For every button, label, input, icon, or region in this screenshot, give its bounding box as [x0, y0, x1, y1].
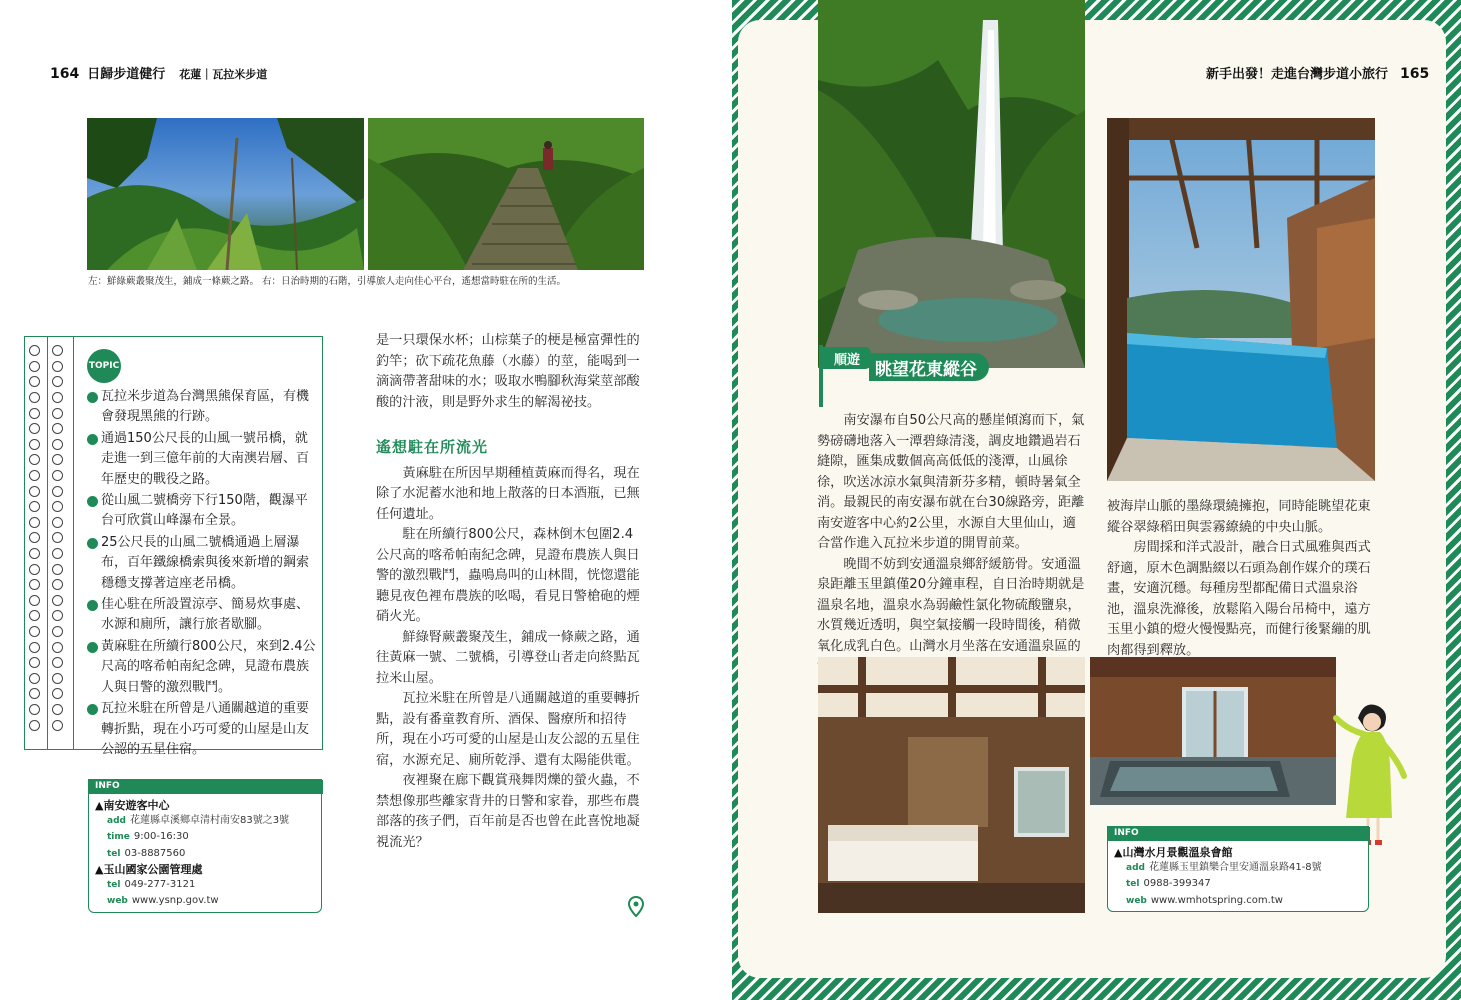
topic-item: 從山風二號橋旁下行150階，觀瀑平台可欣賞山峰瀑布全景。: [87, 491, 319, 532]
topic-item: 通過150公尺長的山風一號吊橋，就走進一到三億年前的大南澳岩層、百年歷史的戰役之路。: [87, 429, 319, 490]
bedroom-photo: [818, 657, 1085, 913]
bullet-icon: [87, 434, 98, 445]
right-page-number: 165: [1400, 66, 1430, 82]
info-address: 花蓮縣卓溪鄉卓清村南安83號之3號: [129, 815, 290, 826]
body-paragraph: 南安瀑布自50公尺高的懸崖傾瀉而下，氣勢磅礴地落入一潭碧綠清淺，調皮地鑽過岩石縫隙，匯集成數個高高低低的淺潭，山風徐徐，吹送冰涼水氣與清新芬多精，頓時暑氣全消。最親民的南安瀑布就在台30線路旁，距離南安遊客中心約2公里，水源自大里仙山，適合當作進入瓦拉米步道的開胃前菜。: [817, 413, 1085, 551]
side-trip-title: 眺望花東縱谷: [869, 353, 989, 381]
left-page-number: 164: [50, 66, 80, 82]
info-phone: 0988-399347: [1143, 878, 1211, 890]
bullet-icon: [87, 600, 98, 611]
middle-article-column: [376, 331, 644, 853]
topic-badge: TOPIC: [87, 349, 121, 383]
body-paragraph: 房間採和洋式設計，融合日式風雅與西式舒適，原木色調點綴以石頭為創作媒介的璞石畫，安適沉穩。每種房型都配備日式溫泉浴池，溫泉洗滌後，放鬆陷入陽台吊椅中，遠方玉里小鎮的燈火慢慢點亮，而健行後緊繃的肌肉都得到釋放。: [1107, 540, 1371, 658]
location-pin-icon: [628, 896, 644, 922]
bullet-icon: [87, 496, 98, 507]
topic-item: 佳心駐在所設置涼亭、簡易炊事處、水源和廁所，讓行旅者歇腳。: [87, 595, 319, 636]
infinity-pool-photo: [1107, 118, 1375, 481]
bullet-icon: [87, 704, 98, 715]
body-paragraph: 被海岸山脈的墨綠環繞擁抱，同時能眺望花東縱谷翠綠稻田與雲霧繚繞的中央山脈。: [1107, 499, 1371, 535]
topic-item: 黃麻駐在所續行800公尺，來到2.4公尺高的喀希帕南紀念碑，見證布農族人與日警的激烈戰鬥。: [87, 637, 319, 698]
body-paragraph: 黃麻駐在所因早期種植黃麻而得名，現在除了水泥蓄水池和地上散落的日本酒瓶，已無任何遺址。: [376, 465, 640, 522]
side-trip-column-2: [1107, 497, 1375, 661]
info-place-name: ▲玉山國家公園管理處: [95, 862, 203, 876]
right-running-head: [1206, 63, 1429, 82]
topic-item: 瓦拉米駐在所曾是八通關越道的重要轉折點，現在小巧可愛的山屋是山友公認的五星住宿。: [87, 699, 319, 760]
article-subheading: 遙想駐在所流光: [376, 438, 489, 456]
body-paragraph: 駐在所續行800公尺，森林倒木包圍2.4公尺高的喀希帕南紀念碑，見證布農族人與日警的激烈戰鬥，蟲鳴鳥叫的山林間，恍惚還能聽見夜色裡布農族的吆喝，看見日警槍砲的煙硝火光。: [376, 527, 640, 624]
side-trip-column-1: [817, 411, 1085, 678]
stone-steps-photo: [368, 118, 644, 270]
topic-notebook: [24, 336, 323, 757]
notebook-margin-line: [73, 337, 74, 749]
body-paragraph: 晚間不妨到安通溫泉鄉舒緩筋骨。安通溫泉距離玉里鎮僅20分鐘車程，自日治時期就是溫泉名地，溫泉水為弱鹼性氯化物硫酸鹽泉，水質幾近透明，與空氣接觸一段時間後，稍微氧化成乳白色。山灣水月坐落在安通溫泉區的: [817, 556, 1085, 654]
info-website[interactable]: www.wmhotspring.com.tw: [1150, 894, 1283, 906]
book-title: 日歸步道健行: [87, 67, 166, 82]
body-paragraph: 夜裡聚在廊下觀賞飛舞閃爍的螢火蟲，不禁想像那些離家背井的日警和家眷，那些布農部落的孩子們，百年前是否也曾在此喜悅地凝視流光？: [376, 773, 640, 850]
private-bath-photo: [1090, 657, 1336, 805]
fern-forest-photo: [87, 118, 364, 270]
topic-list: [87, 387, 319, 761]
notebook-rings: [27, 343, 69, 733]
info-phone: 03-8887560: [124, 847, 186, 859]
info-hours: 9:00-16:30: [133, 831, 189, 843]
topic-item: 瓦拉米步道為台灣黑熊保育區，有機會發現黑熊的行跡。: [87, 387, 319, 428]
bullet-icon: [87, 392, 98, 403]
info-phone: 049-277-3121: [124, 878, 196, 890]
info-place-name: ▲山灣水月景觀溫泉會館: [1114, 846, 1233, 859]
side-trip-tag: 順遊: [823, 347, 871, 369]
info-box-left: INFO ▲南安遊客中心 add 花蓮縣卓溪鄉卓清村南安83號之3號 time 9:00-16:30 tel 03-8887560 ▲玉山國家公園管理處 tel 049-277-3121 web www.ysnp.gov.tw: [88, 779, 322, 913]
info-tab-label: INFO: [1114, 828, 1139, 838]
waterfall-photo: [818, 0, 1085, 368]
left-section-label: 花蓮｜瓦拉米步道: [179, 68, 268, 81]
photo-caption: 左：鮮綠蕨叢聚茂生，鋪成一條蕨之路。 右：日治時期的石階，引導旅人走向佳心平台，遙想當時駐在所的生活。: [88, 276, 567, 287]
body-paragraph: 是一只環保水杯；山棕葉子的梗是極富彈性的釣竿；砍下疏花魚藤（水藤）的莖，能喝到一滴滴帶著甜味的水；吸取水鴨腳秋海棠莖部酸酸的汁液，則是野外求生的解渴祕技。: [376, 333, 640, 410]
info-address: 花蓮縣玉里鎮樂合里安通溫泉路41-8號: [1148, 862, 1322, 873]
body-paragraph: 鮮綠腎蕨叢聚茂生，鋪成一條蕨之路，通往黃麻一號、二號橋，引導登山者走向終點瓦拉米山屋。: [376, 629, 640, 686]
info-website[interactable]: www.ysnp.gov.tw: [131, 895, 219, 907]
info-tab-label: INFO: [95, 781, 120, 791]
right-section-title: 新手出發！走進台灣步道小旅行: [1206, 67, 1389, 82]
info-box-right: INFO ▲山灣水月景觀溫泉會館 add 花蓮縣玉里鎮樂合里安通溫泉路41-8號 tel 0988-399347 web www.wmhotspring.com.tw: [1107, 826, 1369, 912]
body-paragraph: 瓦拉米駐在所曾是八通關越道的重要轉折點，設有番童教育所、酒保、醫療所和招待所，現在小巧可愛的山屋是山友公認的五星住宿，水源充足、廁所乾淨、還有太陽能供電。: [376, 691, 640, 768]
topic-item: 25公尺長的山風二號橋通過上層瀑布，百年鐵線橋索與後來新增的鋼索穩穩支撐著這座老吊橋。: [87, 533, 319, 594]
side-trip-heading: [819, 345, 1009, 381]
bullet-icon: [87, 642, 98, 653]
info-place-name: ▲南安遊客中心: [95, 799, 170, 812]
left-running-head: [50, 63, 267, 82]
bullet-icon: [87, 538, 98, 549]
